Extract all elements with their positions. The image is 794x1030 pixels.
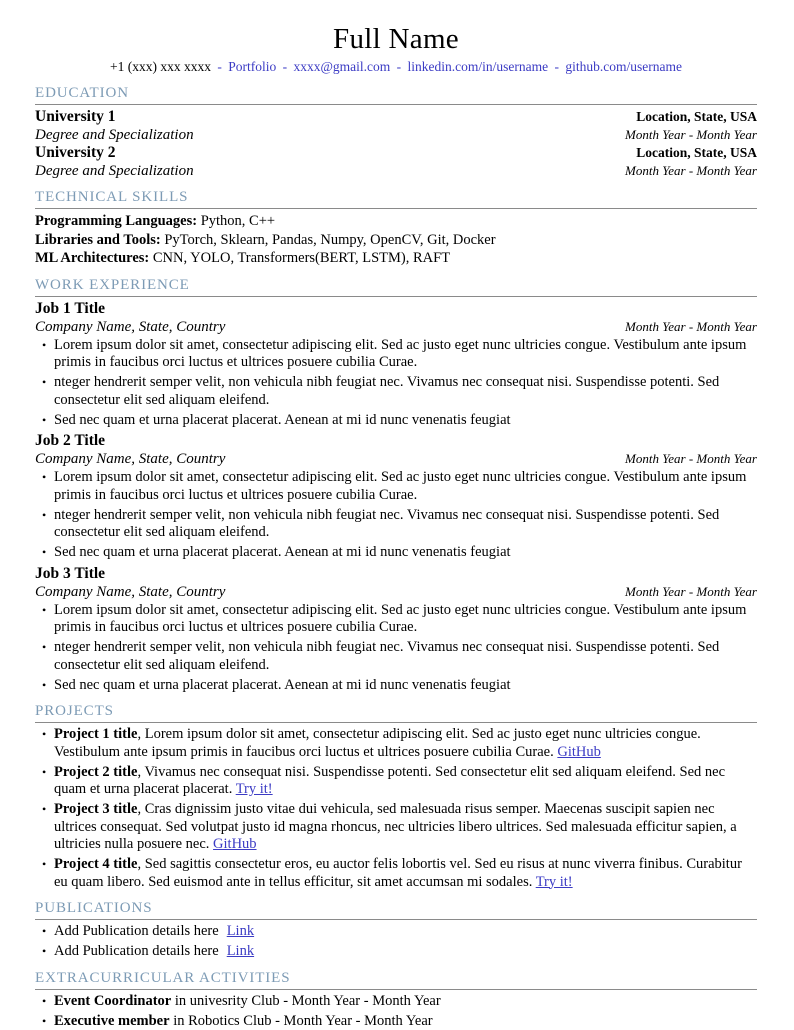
section-heading-projects: PROJECTS bbox=[35, 703, 757, 720]
section-divider bbox=[35, 208, 757, 209]
list-item bbox=[35, 856, 757, 891]
education-dates: Month Year - Month Year bbox=[625, 162, 757, 180]
degree-name: Degree and Specialization bbox=[35, 126, 194, 144]
portfolio-link[interactable]: Portfolio bbox=[228, 59, 276, 74]
skill-category-label: ML Architectures: bbox=[35, 250, 149, 266]
job-title: Job 2 Title bbox=[35, 432, 105, 450]
section-heading-technical-skills: TECHNICAL SKILLS bbox=[35, 189, 757, 206]
job-entry bbox=[35, 300, 757, 430]
contact-line bbox=[35, 58, 757, 76]
project-description: , Lorem ipsum dolor sit amet, consectetur adipiscing elit. Sed ac justo eget nunc ultricies congue. Vestibulum ante ipsum primis in faucibus orci luctus et ultrices posuere cubilia Curae. bbox=[54, 726, 701, 760]
section-divider bbox=[35, 296, 757, 297]
company-name: Company Name, State, Country bbox=[35, 583, 225, 601]
extracurricular-list bbox=[35, 993, 757, 1030]
section-divider bbox=[35, 919, 757, 920]
institution-name: University 2 bbox=[35, 144, 116, 162]
job-dates: Month Year - Month Year bbox=[625, 450, 757, 468]
list-item bbox=[35, 993, 757, 1011]
job-dates: Month Year - Month Year bbox=[625, 583, 757, 601]
page-title: Full Name bbox=[35, 22, 757, 56]
job-company-row bbox=[35, 318, 757, 336]
project-title: Project 4 title bbox=[54, 856, 137, 872]
project-title: Project 1 title bbox=[54, 726, 137, 742]
job-company-row bbox=[35, 583, 757, 601]
job-bullet-list bbox=[35, 337, 757, 430]
list-item bbox=[35, 764, 757, 799]
linkedin-link[interactable]: linkedin.com/in/username bbox=[408, 59, 549, 74]
list-item: • Lorem ipsum dolor sit amet, consectetur adipiscing elit. Sed ac justo eget nunc ultricies congue. Vestibulum ante ipsum primis in faucibus orci luctus et ultrices posuere cubilia Curae. bbox=[35, 602, 757, 637]
email-link[interactable]: xxxx@gmail.com bbox=[294, 59, 391, 74]
skill-row bbox=[35, 212, 757, 231]
education-dates: Month Year - Month Year bbox=[625, 126, 757, 144]
company-name: Company Name, State, Country bbox=[35, 318, 225, 336]
list-item bbox=[35, 923, 757, 941]
company-name: Company Name, State, Country bbox=[35, 450, 225, 468]
list-item bbox=[35, 1013, 757, 1030]
job-entry bbox=[35, 432, 757, 562]
project-title: Project 3 title bbox=[54, 801, 137, 817]
institution-location: Location, State, USA bbox=[636, 108, 757, 126]
education-entry-row bbox=[35, 144, 757, 162]
contact-separator: - bbox=[280, 59, 291, 74]
job-entry bbox=[35, 565, 757, 695]
publication-text: Add Publication details here bbox=[54, 943, 219, 959]
job-bullet-list bbox=[35, 602, 757, 695]
education-entry-subrow bbox=[35, 126, 757, 144]
publications-list bbox=[35, 923, 757, 961]
section-divider bbox=[35, 104, 757, 105]
list-item: • Sed nec quam et urna placerat placerat. Aenean at mi id nunc venenatis feugiat bbox=[35, 412, 757, 430]
skill-category-label: Programming Languages: bbox=[35, 213, 197, 229]
job-title: Job 3 Title bbox=[35, 565, 105, 583]
list-item: • nteger hendrerit semper velit, non vehicula nibh feugiat nec. Vivamus nec consequat nisi. Suspendisse potenti. Sed consectetur elit sed aliquam eleifend. bbox=[35, 507, 757, 542]
project-link[interactable]: Try it! bbox=[536, 874, 573, 890]
section-divider bbox=[35, 722, 757, 723]
list-item: • Lorem ipsum dolor sit amet, consectetur adipiscing elit. Sed ac justo eget nunc ultricies congue. Vestibulum ante ipsum primis in faucibus orci luctus et ultrices posuere cubilia Curae. bbox=[35, 337, 757, 372]
skill-category-label: Libraries and Tools: bbox=[35, 232, 161, 248]
section-divider bbox=[35, 989, 757, 990]
degree-name: Degree and Specialization bbox=[35, 162, 194, 180]
section-work-experience bbox=[35, 277, 757, 695]
project-link[interactable]: GitHub bbox=[557, 744, 601, 760]
section-technical-skills bbox=[35, 189, 757, 268]
institution-name: University 1 bbox=[35, 108, 116, 126]
education-entry-subrow bbox=[35, 162, 757, 180]
publication-link[interactable]: Link bbox=[227, 943, 254, 959]
skill-values: PyTorch, Sklearn, Pandas, Numpy, OpenCV, Git, Docker bbox=[161, 232, 496, 248]
phone-number: +1 (xxx) xxx xxxx bbox=[110, 59, 211, 74]
job-title-row bbox=[35, 300, 757, 318]
skill-values: Python, C++ bbox=[197, 213, 275, 229]
project-description: , Cras dignissim justo vitae dui vehicula, sed malesuada risus semper. Maecenas suscipit sapien nec ultrices consequat. Sed volutpat justo id magna rhoncus, nec ultricies libero ultrices. Sed malesuada efficitur sapien, a ultricies nulla posuere nec. bbox=[54, 801, 737, 852]
job-title: Job 1 Title bbox=[35, 300, 105, 318]
contact-separator: - bbox=[552, 59, 563, 74]
education-entry-row bbox=[35, 108, 757, 126]
activity-detail: in univesrity Club - Month Year - Month Year bbox=[171, 993, 440, 1009]
list-item: • Sed nec quam et urna placerat placerat. Aenean at mi id nunc venenatis feugiat bbox=[35, 677, 757, 695]
project-link[interactable]: Try it! bbox=[236, 781, 273, 797]
job-title-row bbox=[35, 432, 757, 450]
projects-list bbox=[35, 726, 757, 891]
section-education bbox=[35, 85, 757, 180]
job-bullet-list bbox=[35, 469, 757, 562]
list-item bbox=[35, 943, 757, 961]
github-link[interactable]: github.com/username bbox=[565, 59, 682, 74]
skill-values: CNN, YOLO, Transformers(BERT, LSTM), RAFT bbox=[149, 250, 450, 266]
job-company-row bbox=[35, 450, 757, 468]
list-item bbox=[35, 801, 757, 854]
project-description: , Sed sagittis consectetur eros, eu auctor felis lobortis vel. Sed eu risus at nunc viverra finibus. Curabitur eu quam libero. Sed euismod ante in tellus efficitur, sit amet accumsan mi sodales. bbox=[54, 856, 742, 890]
list-item: • Lorem ipsum dolor sit amet, consectetur adipiscing elit. Sed ac justo eget nunc ultricies congue. Vestibulum ante ipsum primis in faucibus orci luctus et ultrices posuere cubilia Curae. bbox=[35, 469, 757, 504]
activity-detail: in Robotics Club - Month Year - Month Year bbox=[170, 1013, 433, 1029]
skill-row bbox=[35, 231, 757, 250]
list-item: • nteger hendrerit semper velit, non vehicula nibh feugiat nec. Vivamus nec consequat nisi. Suspendisse potenti. Sed consectetur elit sed aliquam eleifend. bbox=[35, 639, 757, 674]
activity-role: Event Coordinator bbox=[54, 993, 171, 1009]
section-heading-work-experience: WORK EXPERIENCE bbox=[35, 277, 757, 294]
job-dates: Month Year - Month Year bbox=[625, 318, 757, 336]
project-description: , Vivamus nec consequat nisi. Suspendisse potenti. Sed consectetur elit sed aliquam eleifend. Sed nec quam et urna placerat placerat. bbox=[54, 764, 725, 798]
project-link[interactable]: GitHub bbox=[213, 836, 257, 852]
project-title: Project 2 title bbox=[54, 764, 137, 780]
skill-row bbox=[35, 249, 757, 268]
section-publications bbox=[35, 900, 757, 961]
contact-separator: - bbox=[214, 59, 225, 74]
publication-text: Add Publication details here bbox=[54, 923, 219, 939]
institution-location: Location, State, USA bbox=[636, 144, 757, 162]
job-title-row bbox=[35, 565, 757, 583]
section-extracurricular bbox=[35, 970, 757, 1030]
list-item: • Sed nec quam et urna placerat placerat. Aenean at mi id nunc venenatis feugiat bbox=[35, 544, 757, 562]
list-item bbox=[35, 726, 757, 761]
activity-role: Executive member bbox=[54, 1013, 170, 1029]
section-heading-extracurricular: EXTRACURRICULAR ACTIVITIES bbox=[35, 970, 757, 987]
list-item: • nteger hendrerit semper velit, non vehicula nibh feugiat nec. Vivamus nec consequat nisi. Suspendisse potenti. Sed consectetur elit sed aliquam eleifend. bbox=[35, 374, 757, 409]
section-heading-education: EDUCATION bbox=[35, 85, 757, 102]
section-projects bbox=[35, 703, 757, 891]
publication-link[interactable]: Link bbox=[227, 923, 254, 939]
contact-separator: - bbox=[394, 59, 405, 74]
section-heading-publications: PUBLICATIONS bbox=[35, 900, 757, 917]
